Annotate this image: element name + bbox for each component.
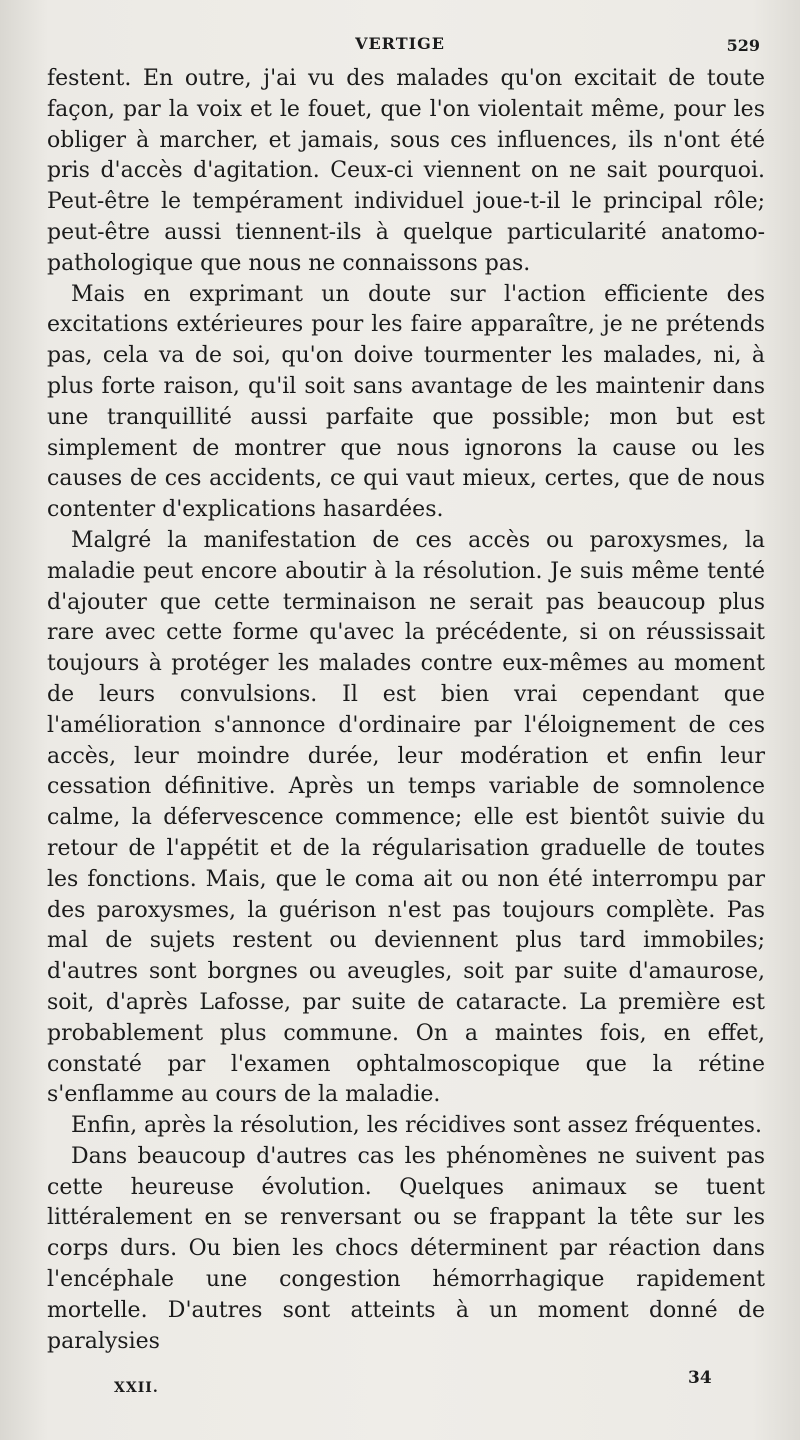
running-title: VERTIGE: [355, 34, 445, 53]
paragraph: Malgré la manifestation de ces accès ou paroxysmes, la maladie peut encore aboutir à la résolution. Je suis même tenté d'ajouter que cette terminaison ne serait pas beaucoup plus rare avec cette forme qu'avec la précédente, si on réussissait toujours à protéger les malades contre eux-mêmes au moment de leurs convulsions. Il est bien vrai cependant que l'amélioration s'annonce d'ordinaire par l'éloignement de ces accès, leur moindre durée, leur modération et enfin leur cessation définitive. Après un temps variable de somnolence calme, la défervescence commence; elle est bientôt suivie du retour de l'appétit et de la régularisation graduelle de toutes les fonctions. Mais, que le coma ait ou non été interrompu par des paroxysmes, la guérison n'est pas toujours complète. Pas mal de sujets restent ou deviennent plus tard immobiles; d'autres sont borgnes ou aveugles, soit par suite d'amaurose, soit, d'après Lafosse, par suite de cataracte. La première est probablement plus commune. On a maintes fois, en effet, constaté par l'examen ophtalmoscopique que la rétine s'enflamme au cours de la maladie.: [47, 527, 765, 1108]
sheet-number: 34: [688, 1368, 712, 1388]
paragraph: Mais en exprimant un doute sur l'action efficiente des excitations extérieures pour les faire apparaître, je ne prétends pas, cela va de soi, qu'on doive tourmenter les malades, ni, à plus forte raison, qu'il soit sans avantage de les maintenir dans une tranquillité aussi parfaite que possible; mon but est simplement de montrer que nous ignorons la cause ou les causes de ces accidents, ce qui vaut mieux, certes, que de nous contenter d'explications hasardées.: [47, 281, 765, 523]
signature-mark: XXII.: [114, 1380, 159, 1396]
page-footer: [0, 1368, 800, 1398]
paragraph: Dans beaucoup d'autres cas les phénomènes ne suivent pas cette heureuse évolution. Quelques animaux se tuent littéralement en se renversant ou se frappant la tête sur les corps durs. Ou bien les chocs déterminent par réaction dans l'encéphale une congestion hémorrhagique rapidement mortelle. D'autres sont atteints à un moment donné de paralysies: [47, 1143, 765, 1354]
page-number: 529: [726, 36, 760, 55]
running-header: [0, 32, 800, 60]
paragraph: Enfin, après la résolution, les récidives sont assez fréquentes.: [71, 1113, 762, 1139]
paragraph: festent. En outre, j'ai vu des malades qu'on excitait de toute façon, par la voix et le fouet, que l'on violentait même, pour les obliger à marcher, et jamais, sous ces influences, ils n'ont été pris d'accès d'agitation. Ceux-ci viennent on ne sait pourquoi. Peut-être le tempérament individuel joue-t-il le principal rôle; peut-être aussi tiennent-ils à quelque particularité anatomo-pathologique que nous ne connaissons pas.: [47, 66, 765, 276]
body-text: [47, 64, 765, 1357]
